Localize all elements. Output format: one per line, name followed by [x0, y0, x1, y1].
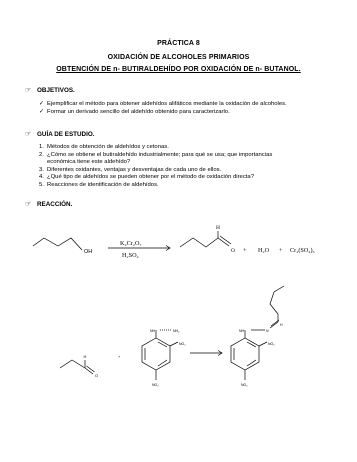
nh-label: NH	[239, 329, 245, 333]
ring-double-bond	[158, 360, 167, 366]
no2-bond	[259, 342, 267, 346]
o-label: O	[95, 373, 99, 378]
item-number: 1.	[39, 144, 44, 150]
item-text: Diferentes oxidantes, ventajas y desventajas de cada uno de ellos.	[47, 167, 222, 173]
aldehyde-skeleton-2	[60, 360, 85, 368]
butanal-skeleton	[180, 238, 218, 247]
product-ring	[231, 338, 259, 370]
item-text: ¿Qué tipo de aldehídos se pueden obtener por el método de oxidación directa?	[47, 174, 254, 180]
ring-double-bond	[247, 360, 256, 366]
plus-sign: +	[279, 247, 283, 254]
practice-subtitle: OXIDACIÓN DE ALCOHOLES PRIMARIOS	[107, 54, 250, 61]
pointing-hand-icon: ☞	[25, 87, 32, 94]
ring-double-bond	[158, 342, 167, 347]
o-label: O	[231, 248, 235, 254]
item-number: 2.	[39, 152, 44, 158]
oh-label: OH	[84, 249, 93, 255]
reaction-heading-text: REACCIÓN.	[37, 200, 73, 208]
ring-double-bond	[247, 342, 256, 347]
nh2-label: NH₂	[173, 329, 180, 333]
practice-title: OBTENCIÓN DE n- BUTIRALDEHÍDO POR OXIDACIÓN DE n- BUTANOL.	[56, 66, 301, 73]
item-text: Reacciones de identificación de aldehídos.	[47, 182, 159, 188]
carbonyl-double-bond-2	[87, 366, 95, 372]
item-number: 4.	[39, 174, 44, 180]
chromium-sulfate-label: Cr₂(SO₄)₃	[290, 247, 315, 254]
imine-bond	[270, 322, 278, 328]
item-text: económica tiene este aldehído?	[47, 159, 131, 165]
nh-label: NH	[150, 329, 156, 333]
product-chain	[270, 286, 284, 314]
n-label: N	[266, 329, 269, 333]
item-number: 3.	[39, 167, 44, 173]
pointing-hand-icon: ☞	[25, 131, 32, 138]
no2-label: NO₂	[241, 383, 248, 387]
carbonyl-bond-2	[85, 368, 93, 374]
item-number: 5.	[39, 182, 44, 188]
reagent-bottom: H₂SO₄	[122, 252, 139, 259]
no2-label: NO₂	[268, 342, 275, 346]
objective-text: Formar un derivado sencillo del aldehído obtenido para caracterizarlo.	[47, 109, 230, 115]
practice-number: PRÁCTICA 8	[157, 40, 200, 47]
butanol-skeleton	[33, 238, 82, 250]
h-label: H	[83, 354, 87, 359]
h-label: H	[280, 323, 283, 327]
item-text: ¿Cómo se obtiene el butiraldehído industrialmente; para qué se usa; que importancias	[47, 152, 273, 158]
checkmark-icon: ✓	[39, 109, 44, 115]
carbonyl-bond	[218, 238, 229, 246]
water-label: H₂O	[258, 247, 270, 254]
reagent-top: K₂Cr₂O₇	[120, 240, 142, 247]
plus-sign: +	[243, 247, 247, 254]
plus-sign: +	[118, 354, 121, 359]
objectives-heading-text: OBJETIVOS.	[37, 86, 75, 94]
no2-label: NO₂	[179, 342, 186, 346]
item-text: Métodos de obtención de aldehídos y cetonas.	[47, 144, 169, 150]
checkmark-icon: ✓	[39, 101, 44, 107]
pointing-hand-icon: ☞	[25, 201, 32, 208]
study-guide-heading-text: GUÍA DE ESTUDIO.	[37, 130, 95, 138]
no2-bond	[170, 342, 178, 346]
objective-text: Ejemplificar el método para obtener aldehídos alifáticos mediante la oxidación de alcoholes.	[47, 101, 287, 107]
dnph-ring	[142, 338, 170, 370]
carbonyl-double-bond	[220, 236, 231, 244]
no2-label: NO₂	[152, 383, 159, 387]
h-label: H	[216, 225, 220, 231]
